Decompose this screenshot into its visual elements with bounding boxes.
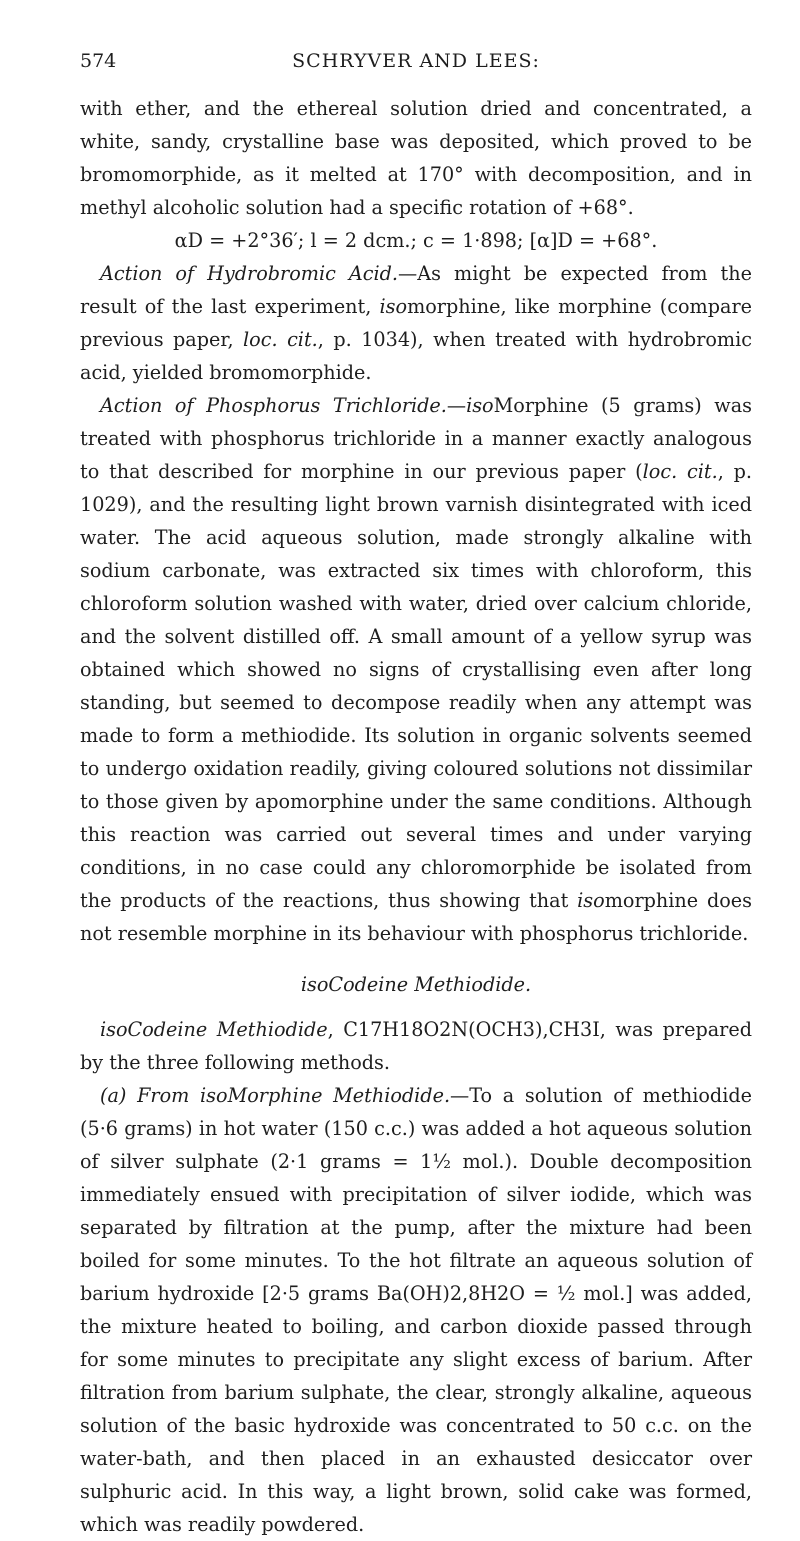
rotation-formula: αD = +2°36′; l = 2 dcm.; c = 1·898; [α]D = +68°. (174, 229, 658, 252)
molecular-formula: , C17H18O2N(OCH3),CH3I, (327, 1018, 606, 1041)
section-heading-isocodeine-methiodide: isoCodeine Methiodide. (300, 973, 532, 996)
paragraph-isocodeine-intro: isoCodeine Methiodide, C17H18O2N(OCH3),CH3I, was prepared by the three following methods. (80, 1018, 752, 1074)
paragraph-bromomorphide: with ether, and the ethereal solution dried and concentrated, a white, sandy, crystalline base was deposited, which proved to be bromomorphide, as it melted at 170° with decomposition, and in methyl alcoholic solution had a specific rotation of +68°. (80, 97, 752, 219)
section-title-hydrobromic: Action of Hydrobromic Acid. (100, 262, 399, 285)
method-a-label: (a) From isoMorphine Methiodide. (100, 1084, 451, 1107)
paragraph-hydrobromic-acid: Action of Hydrobromic Acid.—As might be expected from the result of the last experiment, isomorphine, like morphine (compare previous paper, loc. cit., p. 1034), when treated with hydrobromic acid, yielded bromomorphide. (80, 262, 753, 384)
section-title-phosphorus: Action of Phosphorus Trichloride. (100, 394, 447, 417)
paragraph-phosphorus-trichloride: Action of Phosphorus Trichloride.—isoMorphine (5 grams) was treated with phosphorus trichloride in a manner exactly analogous to that described for morphine in our previous paper (loc. cit., p. 1029), and the resulting light brown varnish disintegrated with iced water. The acid aqueous solution, made strongly alkaline with sodium carbonate, was extracted six times with chloroform, this chloroform solution washed with water, dried over calcium chloride, and the solvent distilled off. A small amount of a yellow syrup was obtained which showed no signs of crystallising even after long standing, but seemed to decompose readily when any attempt was made to form a methiodide. Its solution in organic solvents seemed to undergo oxidation readily, giving coloured solutions not dissimilar to those given by apomorphine under the same conditions. Although this reaction was carried out several times and under varying conditions, in no case could any chloromorphide be isolated from the products of the reactions, thus showing that isomorphine does not resemble morphine in its behaviour with phosphorus trichloride. (80, 394, 753, 945)
page-number: 574 (80, 50, 117, 72)
running-head (80, 50, 752, 78)
paragraph-method-a: (a) From isoMorphine Methiodide.—To a solution of methiodide (5·6 grams) in hot water (150 c.c.) was added a hot aqueous solution of silver sulphate (2·1 grams = 1½ mol.). Double decomposition immediately ensued with precipitation of silver iodide, which was separated by filtration at the pump, after the mixture had been boiled for some minutes. To the hot filtrate an aqueous solution of barium hydroxide [2·5 grams Ba(OH)2,8H2O = ½ mol.] was added, the mixture heated to boiling, and carbon dioxide passed through for some minutes to precipitate any slight excess of barium. After filtration from barium sulphate, the clear, strongly alkaline, aqueous solution of the basic hydroxide was concentrated to 50 c.c. on the water-bath, and then placed in an exhausted desiccator over sulphuric acid. In this way, a light brown, solid cake was formed, which was readily powdered. (80, 1084, 752, 1536)
running-title: SCHRYVER AND LEES: (292, 50, 540, 72)
article-body (80, 92, 752, 1541)
